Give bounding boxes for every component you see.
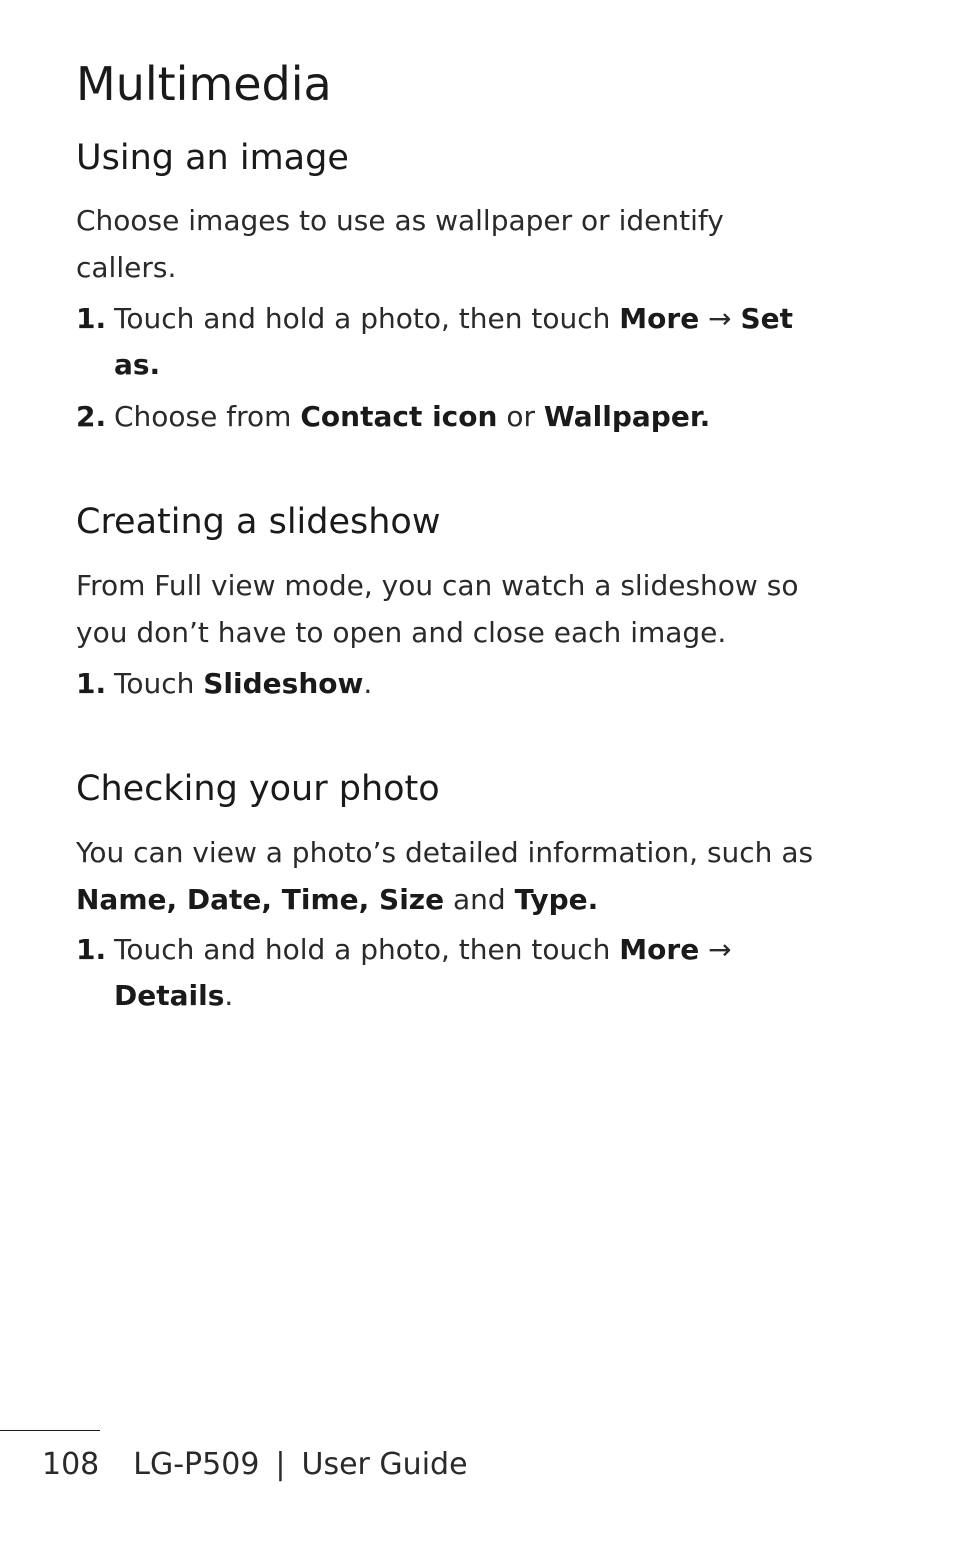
step-item <box>76 296 796 388</box>
ui-term-more: More <box>619 933 700 966</box>
step-item <box>76 927 796 1019</box>
footer-guide-label: User Guide <box>301 1447 468 1482</box>
step-text: Touch and hold a photo, then touch More → Set as. <box>114 302 794 381</box>
footer-rule <box>0 1430 100 1431</box>
page-number: 108 <box>42 1447 100 1482</box>
step-text: Touch Slideshow. <box>114 667 373 700</box>
section-intro-checking-your-photo: You can view a photo’s detailed information, such as Name, Date, Time, Size and Type. <box>76 836 814 916</box>
step-number: 1. <box>76 933 107 966</box>
ui-term-details-fields: Name, Date, Time, Size <box>76 883 445 916</box>
section-intro-using-an-image: Choose images to use as wallpaper or identify callers. <box>76 204 724 284</box>
step-number: 1. <box>76 667 107 700</box>
step-number: 1. <box>76 302 107 335</box>
step-text: Touch and hold a photo, then touch More → Details. <box>114 933 732 1012</box>
section-title-checking-your-photo: Checking your photo <box>76 769 440 809</box>
step-number: 2. <box>76 400 107 433</box>
section-intro-creating-a-slideshow: From Full view mode, you can watch a slideshow so you don’t have to open and close each image. <box>76 569 799 649</box>
ui-term-wallpaper: Wallpaper. <box>543 400 711 433</box>
step-item <box>76 661 876 707</box>
step-item <box>76 394 876 440</box>
footer-model: LG-P509 <box>133 1447 260 1482</box>
section-title-creating-a-slideshow: Creating a slideshow <box>76 502 441 542</box>
ui-term-contact-icon: Contact icon <box>300 400 498 433</box>
ui-term-more: More <box>619 302 700 335</box>
ui-term-type: Type. <box>514 883 599 916</box>
step-text: Choose from Contact icon or Wallpaper. <box>114 400 711 433</box>
section-title-using-an-image: Using an image <box>76 138 349 178</box>
page-title: Multimedia <box>76 57 332 111</box>
ui-term-slideshow: Slideshow <box>203 667 364 700</box>
footer-separator: | <box>275 1447 286 1482</box>
ui-term-details: Details <box>114 979 225 1012</box>
page-footer <box>42 1442 468 1488</box>
ui-term-set-as: Set as. <box>114 302 794 381</box>
